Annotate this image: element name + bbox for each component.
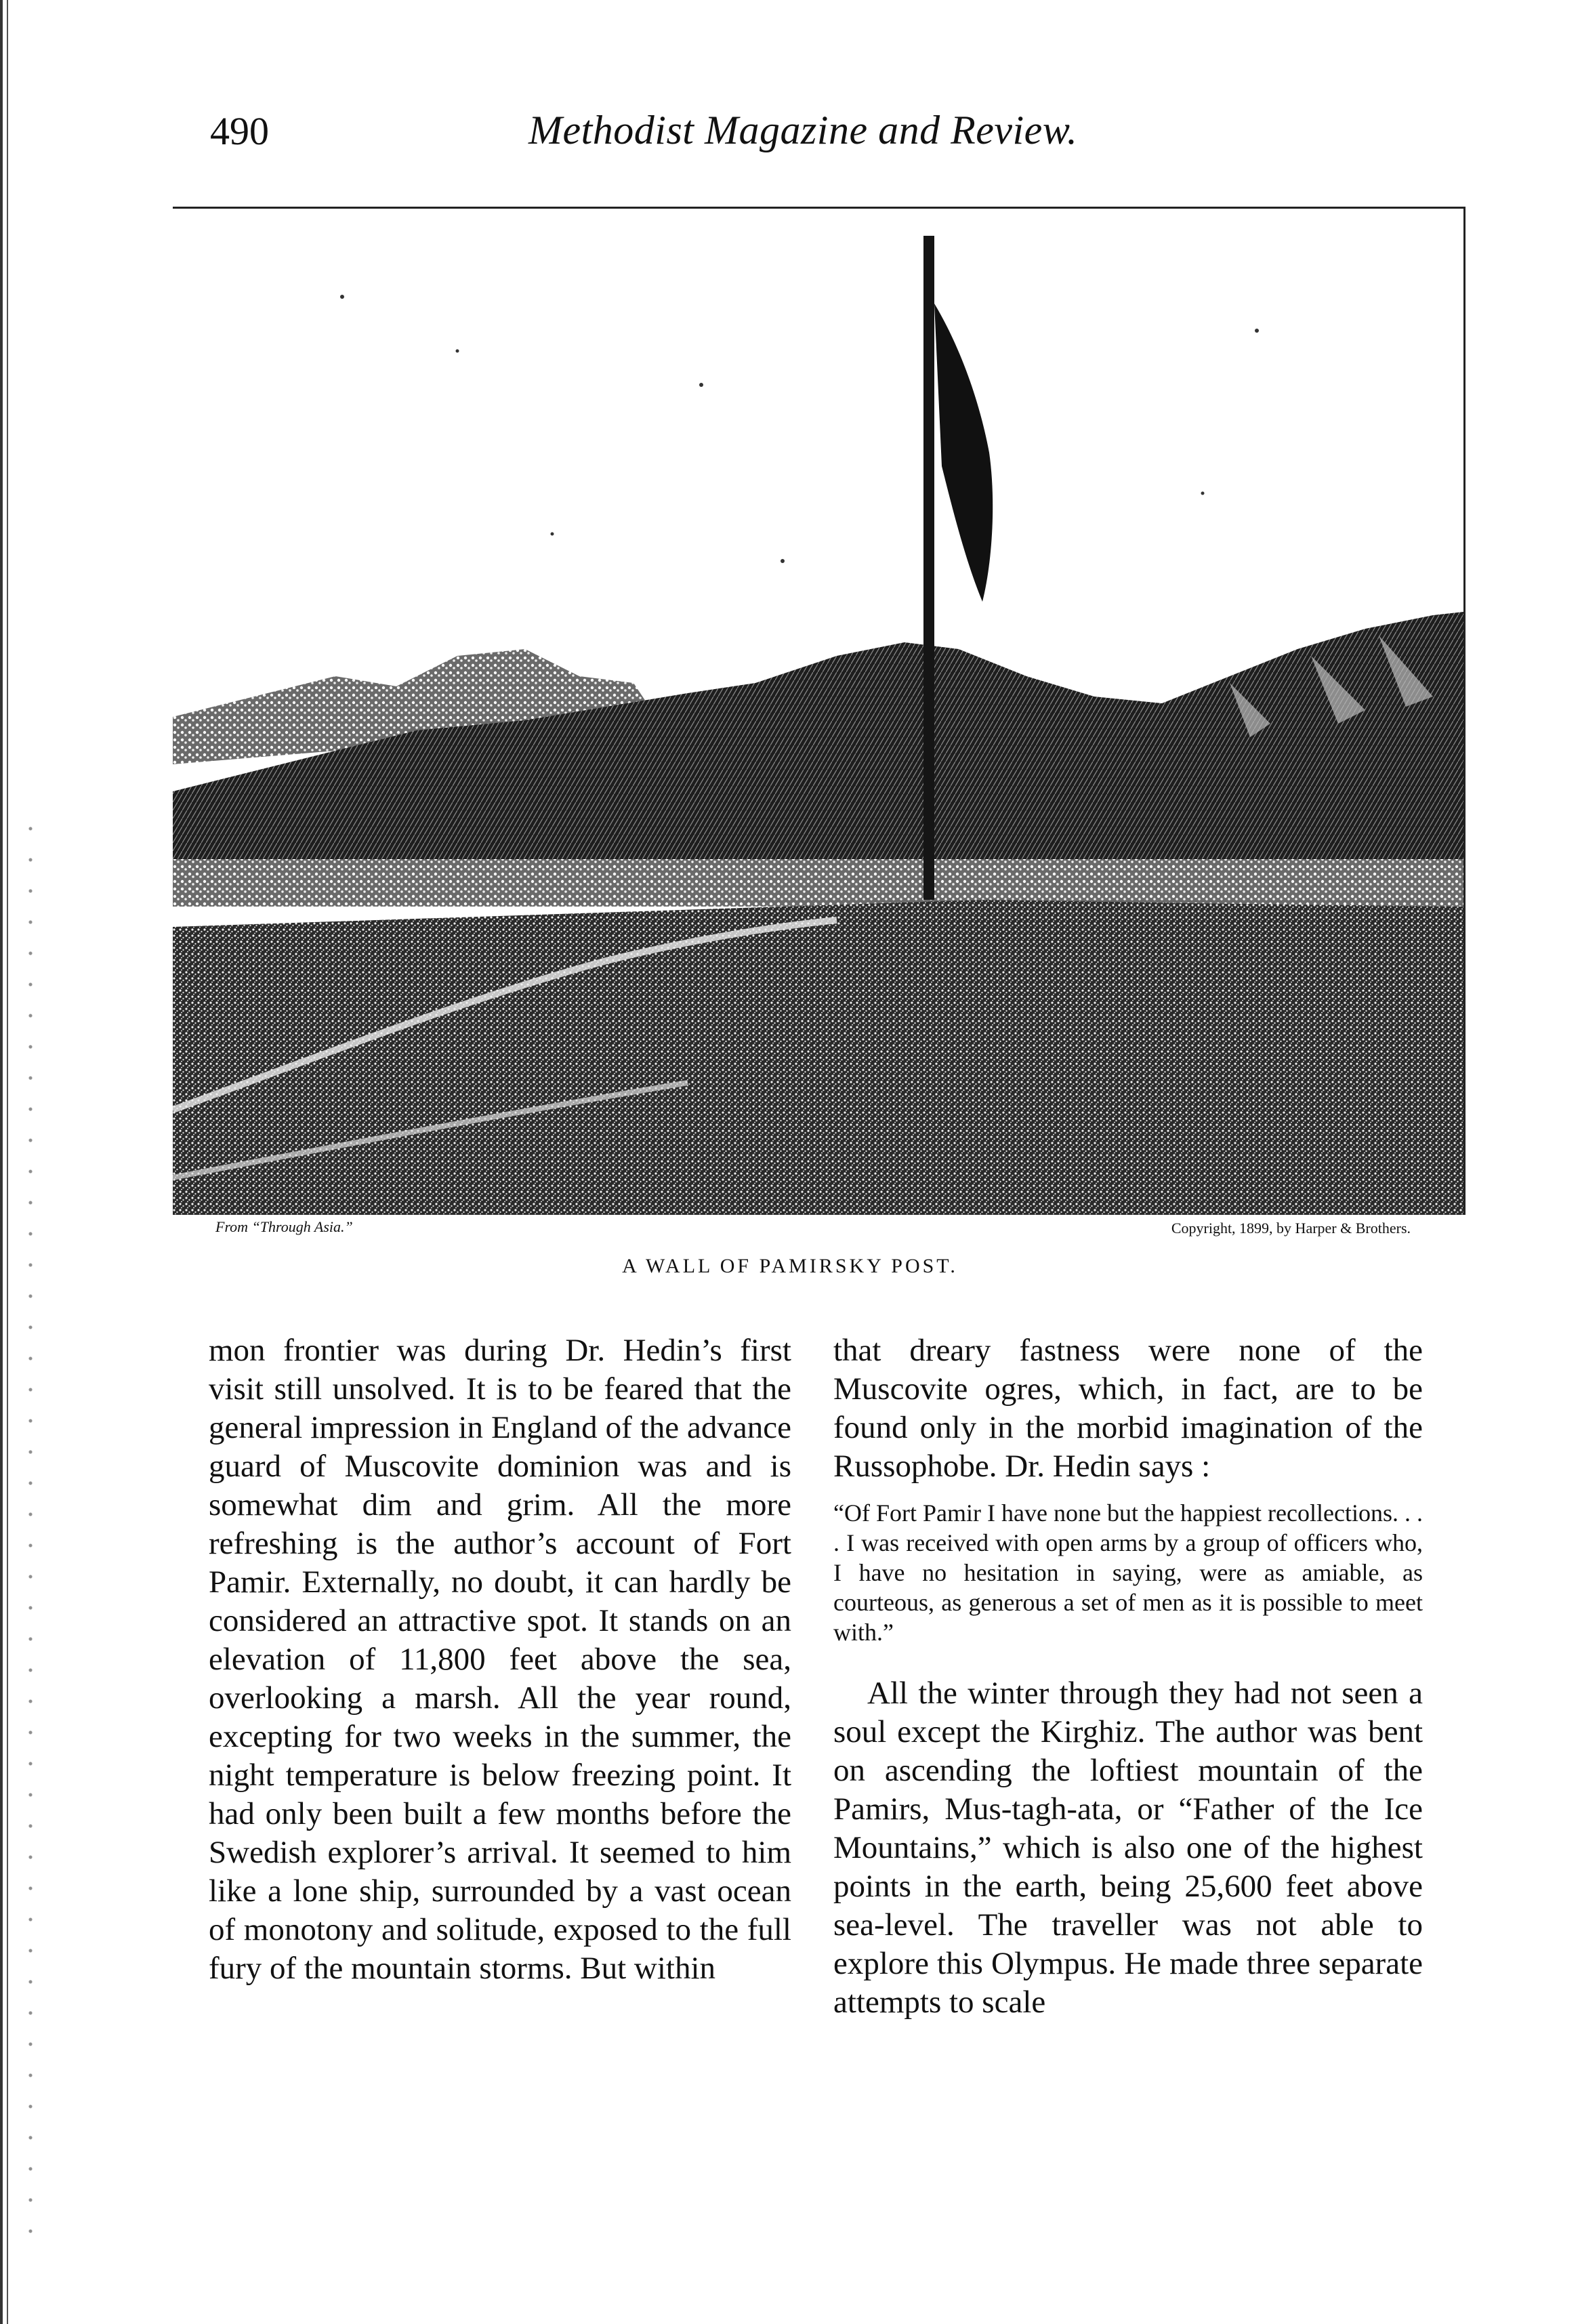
landscape-engraving: [173, 209, 1463, 1215]
hedin-quote: “Of Fort Pamir I have none but the happiest recollections. . . . I was received with open arms by a group of officers who, I have no hesitation in saying, were as amiable, as courteous, as generous a set of men as it is possible to meet with.”: [833, 1499, 1423, 1646]
right-column-continued: All the winter through they had not seen a soul except the Kirghiz. The author was bent on ascending the loftiest mountain of the Pamirs, Mus-tagh-ata, or “Father of the Ice Mountains,” which is also one of the highest points in the earth, being 25,600 feet above sea-level. The traveller was not able to explore this Olympus. He made three separate attempts to scale: [833, 1676, 1423, 2020]
right-column-intro: that dreary fastness were none of the Muscovite ogres, which, in fact, are to be found only in the morbid imagination of the Russophobe. Dr. Hedin says :: [833, 1333, 1423, 1484]
illustration-caption: A WALL OF PAMIRSKY POST.: [622, 1255, 958, 1277]
flagpole: [923, 236, 934, 900]
left-column: [209, 1331, 791, 1988]
illustration-photo: [173, 207, 1465, 1215]
spacer: [833, 1647, 1423, 1674]
scan-dot-artifact: [27, 813, 34, 2236]
photo-credit-source: From “Through Asia.”: [215, 1218, 353, 1235]
photo-credit-copyright: Copyright, 1899, by Harper & Brothers.: [1171, 1220, 1411, 1237]
right-column: [833, 1331, 1423, 2022]
running-head: Methodist Magazine and Review.: [528, 108, 1078, 152]
left-column-text: mon frontier was during Dr. Hedin’s first visit still unsolved. It is to be feared that the general impression in England of the advance guard of Muscovite dominion was and is somewhat dim and grim. All the more refreshing is the author’s account of Fort Pamir. Externally, no doubt, it can hardly be considered an attractive spot. It stands on an elevation of 11,800 feet above the sea, overlooking a marsh. All the year round, excepting for two weeks in the summer, the night temperature is below freezing point. It had only been built a few months before the Swedish explorer’s arrival. It seemed to him like a lone ship, surrounded by a vast ocean of monotony and solitude, exposed to the full fury of the mountain storms. But within: [209, 1333, 791, 1986]
page-number: 490: [210, 109, 269, 153]
scan-edge-artifact: [0, 0, 16, 2324]
